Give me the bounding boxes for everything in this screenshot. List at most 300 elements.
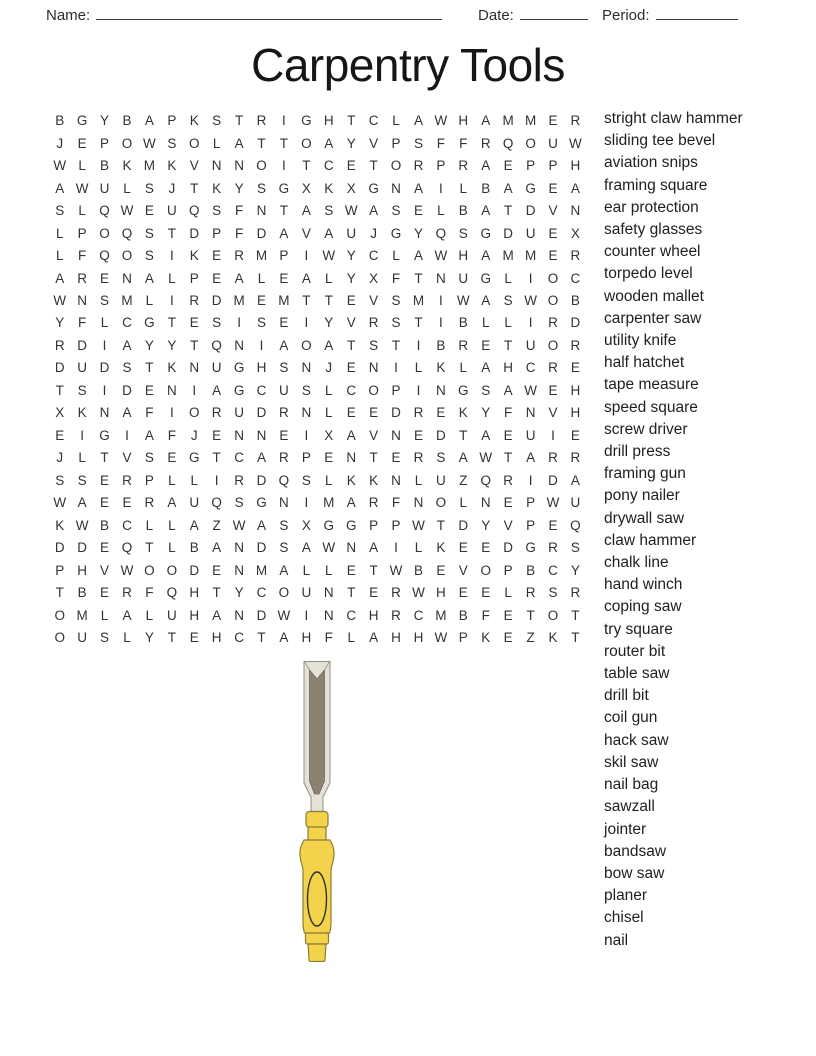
grid-cell: I (214, 472, 219, 488)
grid-cell: T (167, 630, 176, 646)
grid-cell: W (524, 292, 537, 308)
chisel-handle-step (306, 933, 329, 944)
grid-cell: R (413, 158, 424, 174)
word-list (604, 108, 743, 952)
grid-cell: E (503, 607, 513, 623)
grid-cell: T (347, 113, 356, 129)
grid-cell: S (413, 135, 423, 151)
grid-cell: N (301, 405, 312, 421)
grid-cell: O (278, 585, 290, 601)
grid-cell: B (413, 562, 423, 578)
grid-cell: Q (211, 495, 222, 511)
grid-cell: U (548, 135, 558, 151)
grid-cell: S (503, 292, 513, 308)
grid-cell: X (346, 180, 356, 196)
grid-cell: K (548, 630, 558, 646)
grid-cell: R (570, 337, 581, 353)
grid-cell: C (122, 315, 132, 331)
grid-cell: L (168, 472, 176, 488)
grid-cell: S (436, 450, 446, 466)
grid-cell: S (570, 540, 580, 556)
grid-cell: H (256, 360, 267, 376)
grid-cell: R (413, 450, 424, 466)
grid-cell: E (144, 382, 154, 398)
word-list-item: screw driver (604, 420, 688, 438)
grid-cell: B (481, 180, 491, 196)
grid-cell: I (102, 337, 107, 353)
grid-cell: Y (100, 113, 110, 129)
grid-cell: O (144, 562, 155, 578)
grid-cell: N (346, 540, 357, 556)
grid-cell: U (346, 225, 357, 241)
grid-cell: W (412, 517, 425, 533)
word-list-item: claw hammer (604, 531, 697, 549)
grid-cell: U (99, 180, 110, 196)
grid-cell: N (256, 427, 267, 443)
grid-cell: F (459, 135, 468, 151)
grid-cell: U (279, 382, 289, 398)
grid-cell: A (212, 540, 222, 556)
grid-cell: O (547, 607, 559, 623)
grid-cell: J (190, 427, 198, 443)
grid-cell: P (526, 158, 536, 174)
grid-cell: Y (144, 630, 154, 646)
grid-cell: E (548, 113, 558, 129)
grid-cell: W (434, 113, 448, 129)
grid-cell: M (121, 292, 133, 308)
grid-cell: P (167, 113, 177, 129)
grid-cell: I (416, 382, 421, 398)
word-list-item: drywall saw (604, 509, 685, 527)
word-list-item: tape measure (604, 376, 699, 394)
grid-cell: A (301, 540, 311, 556)
grid-cell: N (234, 607, 244, 623)
grid-cell: Y (413, 225, 423, 241)
grid-cell: L (481, 315, 490, 331)
grid-cell: X (55, 405, 65, 421)
grid-cell: R (525, 585, 536, 601)
grid-cell: R (279, 405, 289, 421)
word-list-item: half hatchet (604, 354, 685, 372)
grid-cell: O (368, 382, 379, 398)
grid-cell: P (391, 517, 401, 533)
grid-cell: W (479, 450, 493, 466)
grid-cell: D (503, 225, 514, 241)
grid-cell: L (414, 472, 423, 488)
grid-cell: P (100, 135, 110, 151)
grid-cell: B (458, 203, 468, 219)
grid-cell: Q (502, 135, 514, 151)
grid-cell: K (436, 360, 446, 376)
grid-cell: O (54, 607, 65, 623)
grid-cell: D (256, 607, 267, 623)
grid-cell: L (459, 180, 468, 196)
grid-cell: J (56, 135, 64, 151)
period-field-group (602, 6, 738, 26)
grid-cell: T (100, 450, 109, 466)
grid-cell: D (77, 540, 87, 556)
grid-cell: I (304, 315, 309, 331)
grid-cell: A (301, 270, 311, 286)
grid-cell: A (122, 607, 132, 623)
grid-cell: P (301, 450, 311, 466)
grid-cell: V (369, 427, 379, 443)
grid-cell: G (458, 382, 469, 398)
grid-cell: B (77, 585, 87, 601)
grid-cell: C (323, 158, 334, 174)
name-field-group (46, 6, 442, 26)
grid-cell: R (211, 405, 222, 421)
grid-cell: F (145, 585, 154, 601)
grid-cell: R (368, 315, 379, 331)
grid-cell: Q (121, 225, 133, 241)
grid-cell: L (55, 225, 64, 241)
grid-cell: L (437, 203, 445, 219)
grid-cell: A (503, 382, 513, 398)
grid-cell: T (145, 360, 154, 376)
grid-cell: A (257, 450, 267, 466)
grid-cell: B (458, 315, 468, 331)
grid-cell: N (99, 405, 110, 421)
grid-cell: P (391, 382, 401, 398)
grid-cell: R (570, 450, 581, 466)
grid-cell: O (121, 135, 133, 151)
grid-cell: Y (346, 248, 356, 264)
grid-cell: J (168, 180, 176, 196)
grid-cell: D (256, 540, 267, 556)
grid-cell: E (324, 450, 334, 466)
grid-cell: E (122, 495, 132, 511)
grid-cell: H (391, 630, 401, 646)
grid-cell: E (279, 270, 289, 286)
grid-cell: K (212, 180, 222, 196)
grid-cell: R (77, 270, 87, 286)
grid-cell: A (144, 113, 154, 129)
grid-cell: W (456, 292, 470, 308)
grid-cell: Y (234, 585, 244, 601)
grid-cell: T (257, 135, 266, 151)
grid-cell: T (369, 158, 378, 174)
grid-cell: R (391, 585, 401, 601)
grid-cell: H (368, 607, 379, 623)
grid-cell: I (304, 427, 309, 443)
period-blank-line (656, 6, 738, 20)
grid-cell: H (458, 248, 469, 264)
grid-cell: B (458, 607, 468, 623)
grid-cell: E (458, 540, 468, 556)
grid-cell: T (459, 427, 468, 443)
grid-cell: P (503, 562, 513, 578)
word-list-item: aviation snips (604, 154, 698, 172)
grid-cell: W (322, 248, 336, 264)
grid-cell: G (233, 382, 245, 398)
grid-cell: F (436, 135, 445, 151)
grid-cell: E (503, 630, 513, 646)
name-blank-line (96, 6, 442, 20)
grid-cell: M (323, 495, 335, 511)
grid-cell: S (548, 585, 558, 601)
grid-cell: K (436, 540, 446, 556)
grid-cell: Y (346, 270, 356, 286)
grid-cell: I (169, 405, 174, 421)
grid-cell: N (234, 337, 244, 353)
grid-cell: L (459, 495, 468, 511)
grid-cell: T (504, 450, 513, 466)
grid-cell: Q (211, 337, 222, 353)
chisel-handle-ferrule (306, 812, 328, 828)
grid-cell: C (122, 517, 132, 533)
grid-cell: E (503, 495, 513, 511)
letter-grid (49, 110, 587, 649)
grid-cell: A (144, 270, 154, 286)
grid-cell: A (481, 203, 491, 219)
grid-cell: A (481, 427, 491, 443)
grid-cell: A (369, 540, 379, 556)
grid-cell: W (524, 382, 537, 398)
date-label: Date: (478, 7, 514, 24)
grid-cell: S (122, 360, 132, 376)
grid-cell: H (211, 630, 222, 646)
grid-cell: I (282, 158, 286, 174)
grid-cell: S (212, 113, 222, 129)
grid-cell: W (277, 607, 291, 623)
grid-cell: I (394, 540, 398, 556)
grid-cell: T (302, 158, 311, 174)
grid-cell: Q (480, 472, 491, 488)
grid-cell: K (189, 113, 199, 129)
grid-cell: L (325, 405, 333, 421)
date-blank-line (520, 6, 588, 20)
grid-cell: I (416, 337, 421, 353)
grid-cell: S (167, 135, 177, 151)
grid-cell: M (76, 607, 88, 623)
grid-cell: O (525, 135, 536, 151)
grid-cell: A (413, 248, 423, 264)
grid-cell: I (304, 607, 309, 623)
grid-cell: S (369, 337, 379, 353)
chisel-handle-ring (308, 827, 326, 841)
grid-cell: S (279, 517, 289, 533)
grid-cell: R (279, 450, 289, 466)
grid-cell: E (100, 270, 110, 286)
grid-cell: A (481, 158, 491, 174)
grid-cell: W (75, 517, 89, 533)
grid-cell: E (548, 248, 558, 264)
word-list-item: safety glasses (604, 221, 703, 239)
grid-cell: O (547, 270, 559, 286)
grid-cell: L (168, 540, 176, 556)
grid-cell: A (77, 495, 87, 511)
grid-cell: T (526, 607, 535, 623)
grid-cell: L (504, 315, 512, 331)
grid-cell: H (301, 630, 312, 646)
grid-cell: P (548, 158, 558, 174)
grid-cell: O (121, 248, 133, 264)
grid-cell: D (503, 540, 514, 556)
grid-cell: E (413, 427, 423, 443)
chisel-blade-channel (310, 670, 325, 794)
grid-cell: S (458, 225, 468, 241)
grid-cell: R (548, 360, 558, 376)
grid-cell: L (145, 292, 154, 308)
grid-cell: S (100, 630, 110, 646)
grid-cell: Y (55, 315, 65, 331)
word-list-item: chisel (604, 909, 644, 927)
grid-cell: L (325, 472, 333, 488)
word-list-item: router bit (604, 642, 666, 660)
grid-cell: M (143, 158, 156, 174)
grid-cell: S (234, 495, 244, 511)
grid-cell: D (391, 405, 401, 421)
grid-cell: L (325, 382, 333, 398)
grid-cell: I (169, 248, 174, 264)
grid-cell: T (571, 607, 580, 623)
grid-cell: R (570, 585, 581, 601)
grid-cell: E (212, 427, 222, 443)
grid-cell: S (257, 315, 267, 331)
grid-cell: T (190, 180, 199, 196)
grid-cell: M (524, 113, 537, 129)
grid-cell: F (391, 270, 401, 286)
grid-cell: G (99, 427, 110, 443)
word-list-item: torpedo level (604, 265, 693, 283)
grid-cell: P (144, 472, 154, 488)
grid-cell: T (279, 203, 289, 219)
grid-cell: G (144, 315, 155, 331)
grid-cell: C (346, 607, 357, 623)
grid-cell: A (346, 427, 356, 443)
grid-cell: B (100, 517, 110, 533)
grid-cell: W (75, 180, 89, 196)
grid-cell: C (346, 382, 357, 398)
grid-cell: M (435, 607, 447, 623)
grid-cell: N (256, 203, 267, 219)
grid-cell: W (344, 203, 358, 219)
grid-cell: W (434, 630, 448, 646)
grid-cell: A (481, 292, 491, 308)
grid-cell: E (413, 203, 423, 219)
grid-cell: L (392, 113, 400, 129)
grid-cell: R (122, 585, 132, 601)
grid-cell: I (528, 270, 533, 286)
word-list-item: bow saw (604, 864, 665, 882)
grid-cell: A (526, 450, 536, 466)
grid-cell: A (257, 517, 267, 533)
grid-cell: Z (526, 630, 535, 646)
grid-cell: J (325, 360, 333, 376)
word-list-item: counter wheel (604, 243, 701, 261)
grid-cell: R (413, 405, 424, 421)
grid-cell: T (347, 585, 356, 601)
grid-cell: W (232, 517, 246, 533)
grid-cell: L (100, 315, 109, 331)
grid-cell: M (524, 248, 537, 264)
grid-cell: L (325, 562, 333, 578)
grid-cell: L (78, 203, 86, 219)
chisel-illustration (266, 650, 366, 962)
grid-cell: D (570, 315, 581, 331)
grid-cell: B (55, 113, 65, 129)
grid-cell: R (548, 540, 558, 556)
grid-cell: W (569, 135, 582, 151)
grid-cell: L (145, 517, 154, 533)
grid-cell: M (412, 292, 425, 308)
grid-cell: V (369, 292, 379, 308)
grid-cell: W (53, 158, 67, 174)
grid-cell: A (324, 337, 334, 353)
grid-cell: H (436, 585, 446, 601)
grid-cell: N (323, 607, 334, 623)
grid-cell: A (481, 360, 491, 376)
grid-cell: E (279, 315, 289, 331)
period-label: Period: (602, 7, 650, 24)
grid-cell: Z (459, 472, 468, 488)
grid-cell: D (211, 292, 222, 308)
grid-cell: P (369, 517, 379, 533)
grid-cell: G (390, 225, 402, 241)
grid-cell: P (212, 225, 222, 241)
grid-cell: N (413, 495, 424, 511)
grid-cell: A (279, 562, 289, 578)
grid-cell: K (481, 630, 491, 646)
grid-cell: G (233, 360, 245, 376)
grid-cell: T (55, 382, 64, 398)
grid-cell: H (189, 607, 200, 623)
grid-cell: N (234, 540, 244, 556)
grid-cell: A (481, 248, 491, 264)
grid-cell: N (368, 360, 379, 376)
grid-cell: I (80, 427, 85, 443)
word-list-item: try square (604, 620, 673, 638)
word-list-item: nail (604, 931, 629, 949)
grid-cell: N (391, 427, 401, 443)
grid-cell: E (100, 495, 110, 511)
grid-cell: K (122, 158, 132, 174)
grid-cell: T (391, 337, 401, 353)
grid-cell: A (234, 270, 244, 286)
grid-cell: H (458, 113, 469, 129)
grid-cell: Q (570, 517, 581, 533)
grid-cell: A (458, 450, 468, 466)
grid-cell: A (413, 180, 423, 196)
grid-cell: T (414, 270, 423, 286)
grid-cell: O (256, 158, 267, 174)
word-list-item: stright claw hammer (604, 110, 743, 127)
grid-cell: T (369, 562, 378, 578)
grid-cell: F (78, 248, 87, 264)
grid-cell: R (54, 337, 65, 353)
grid-cell: B (122, 113, 132, 129)
grid-cell: L (190, 472, 198, 488)
grid-cell: I (528, 472, 533, 488)
grid-cell: T (212, 585, 221, 601)
grid-cell: O (99, 225, 110, 241)
grid-cell: Y (234, 180, 244, 196)
grid-cell: X (570, 225, 580, 241)
grid-cell: A (301, 203, 311, 219)
grid-cell: E (189, 630, 199, 646)
grid-cell: M (278, 292, 290, 308)
grid-cell: U (525, 225, 536, 241)
grid-cell: E (257, 292, 267, 308)
grid-cell: X (301, 180, 311, 196)
grid-cell: S (301, 472, 311, 488)
grid-cell: A (144, 427, 154, 443)
grid-cell: B (189, 540, 199, 556)
grid-cell: D (436, 427, 446, 443)
grid-cell: L (168, 270, 176, 286)
grid-cell: E (503, 427, 513, 443)
